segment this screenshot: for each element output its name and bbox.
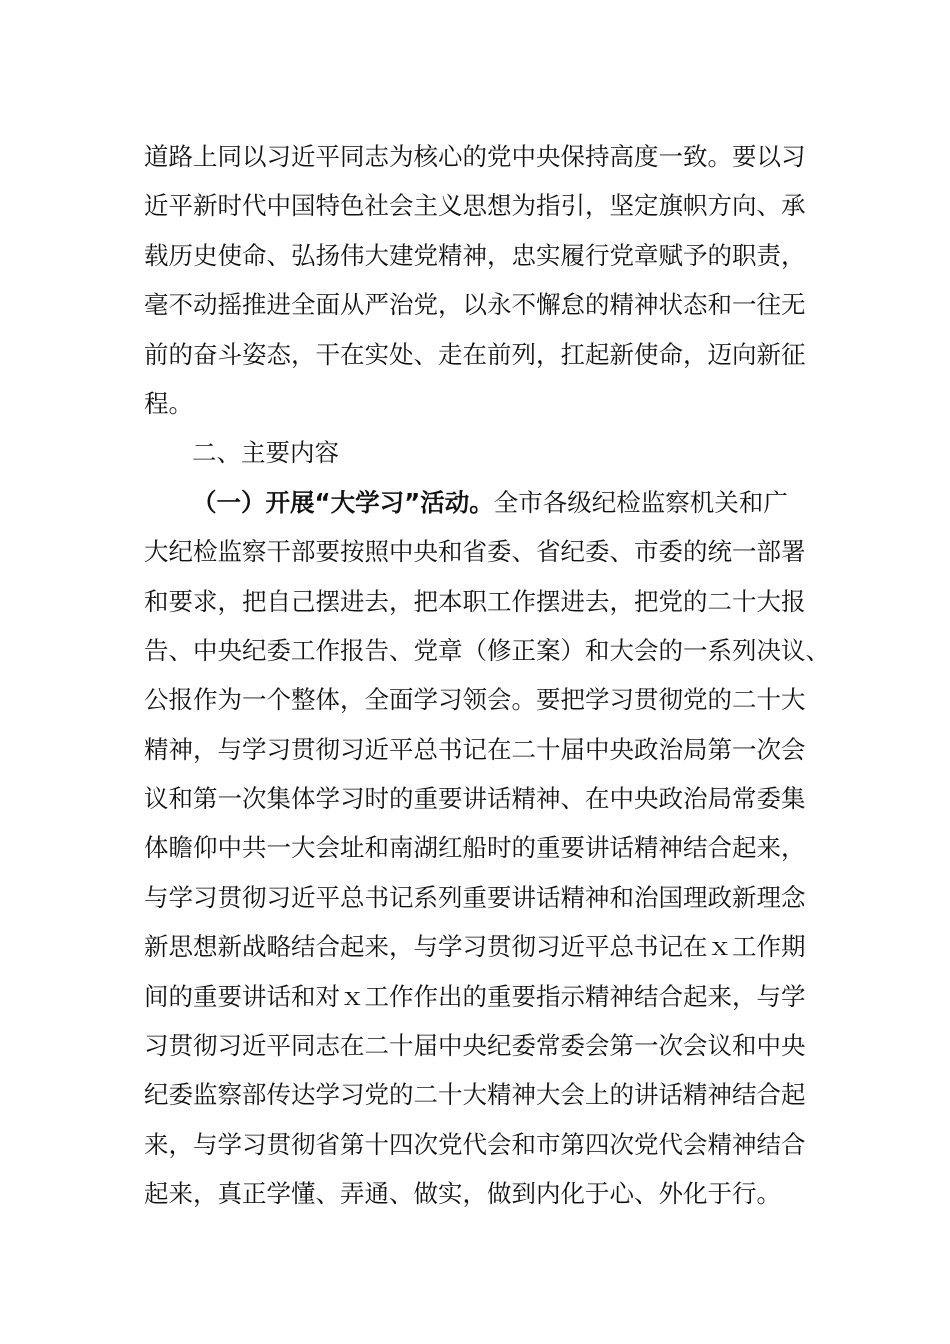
paragraph-opening (144, 132, 810, 428)
text-line: 近平新时代中国特色社会主义思想为指引，坚定旗帜方向、承 (144, 191, 806, 221)
text-line: 精神，与学习贯彻习近平总书记在二十届中央政治局第一次会 (144, 734, 806, 764)
paragraph-subsection-1 (144, 478, 830, 1219)
text-line: 道路上同以习近平同志为核心的党中央保持高度一致。要以习 (144, 142, 806, 171)
text-line-first (144, 478, 810, 527)
text-line: 载历史使命、弘扬伟大建党精神，忠实履行党章赋予的职责， (144, 240, 806, 270)
section-heading: 二、主要内容 (192, 438, 339, 468)
text-line: 习贯彻习近平同志在二十届中央纪委常委会第一次会议和中央 (144, 1031, 806, 1061)
subsection-title: （一）开展“大学习”活动。 (192, 487, 494, 517)
text-line: 与学习贯彻习近平总书记系列重要讲话精神和治国理政新理念 (144, 882, 806, 912)
text-line: 议和第一次集体学习时的重要讲话精神、在中央政治局常委集 (144, 784, 806, 814)
text-line: 来，与学习贯彻省第十四次党代会和市第四次党代会精神结合 (144, 1129, 806, 1159)
document-body (144, 132, 830, 1219)
text-line: 程。 (144, 388, 193, 418)
text-line: 公报作为一个整体，全面学习领会。要把学习贯彻党的二十大 (144, 685, 806, 715)
subsection-first-line-text: 全市各级纪检监察机关和广 (493, 487, 788, 517)
text-line: 毫不动摇推进全面从严治党，以永不懈怠的精神状态和一往无 (144, 290, 806, 320)
text-line: 和要求，把自己摆进去，把本职工作摆进去，把党的二十大报 (144, 586, 806, 616)
text-line: 新思想新战略结合起来，与学习贯彻习近平总书记在ｘ工作期 (144, 932, 806, 962)
text-line: 前的奋斗姿态，干在实处、走在前列，扛起新使命，迈向新征 (144, 339, 806, 369)
text-line: 起来，真正学懂、弄通、做实，做到内化于心、外化于行。 (144, 1179, 781, 1209)
text-line: 大纪检监察干部要按照中央和省委、省纪委、市委的统一部署 (144, 537, 806, 567)
text-line: 纪委监察部传达学习党的二十大精神大会上的讲话精神结合起 (144, 1080, 806, 1110)
text-line: 体瞻仰中共一大会址和南湖红船时的重要讲话精神结合起来， (144, 833, 806, 863)
text-line: 间的重要讲话和对ｘ工作作出的重要指示精神结合起来，与学 (144, 981, 806, 1011)
text-line: 告、中央纪委工作报告、党章（修正案）和大会的一系列决议、 (144, 635, 830, 665)
